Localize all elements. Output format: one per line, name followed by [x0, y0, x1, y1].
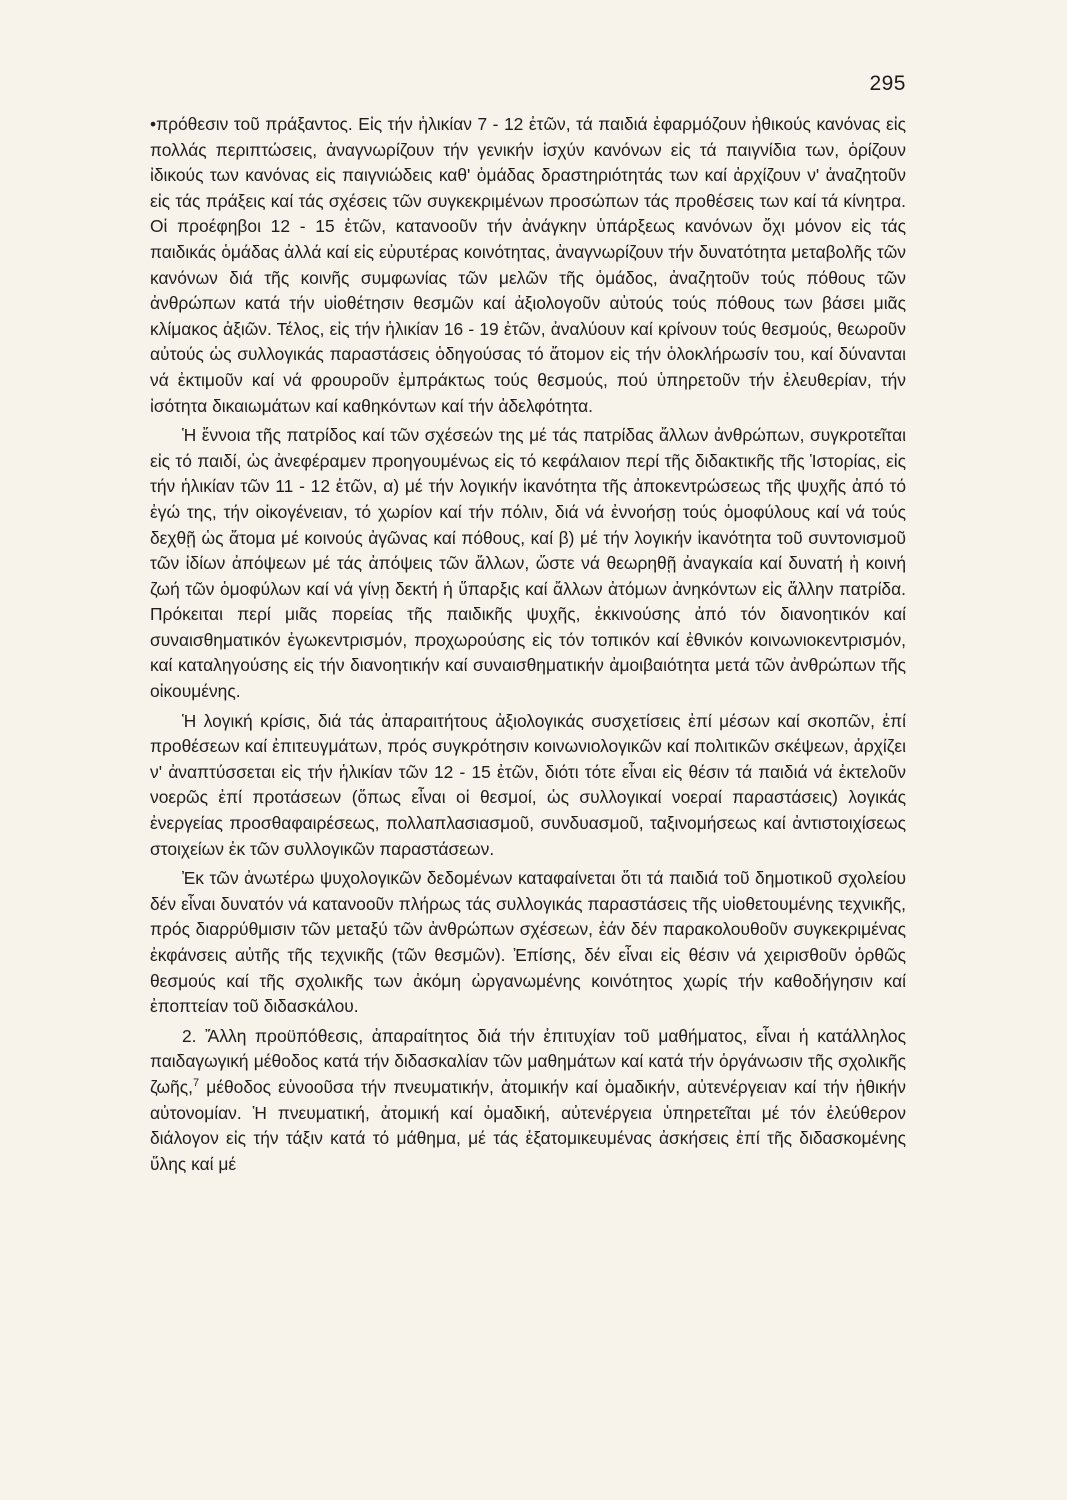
paragraph-text-after-note: μέθοδος εὐνοοῦσα τήν πνευματικήν, ἀτομικήν καί ὁμαδικήν, αὐτενέργειαν καί τήν ἠθικήν αὐτονομίαν. Ἡ πνευματική, ἀτομική καί ὁμαδική, αὐτενέργεια ὑπηρετεῖται μέ τόν ἐλεύθερον διάλογον εἰς τήν τάξιν κατά τό μάθημα, μέ τάς ἐξατομικευμένας ἀσκήσεις ἐπί τῆς διδασκομένης ὕλης καί μέ [150, 1076, 906, 1174]
page-number: 295 [869, 72, 906, 95]
paragraph-second-prerequisite [150, 1024, 906, 1178]
paragraph-psychological-data: Ἐκ τῶν ἀνωτέρω ψυχολογικῶν δεδομένων καταφαίνεται ὅτι τά παιδιά τοῦ δημοτικοῦ σχολείου δέν εἶναι δυνατόν νά κατανοοῦν πλήρως τάς συλλογικάς παραστάσεις τῆς υἱοθετουμένης τεχνικῆς, πρός διαρρύθμισιν τῶν μεταξύ τῶν ἀνθρώπων σχέσεων, ἐάν δέν παρακολουθοῦν συγκεκριμένας ἐκφάνσεις αὐτῆς τῆς τεχνικῆς (τῶν θεσμῶν). Ἐπίσης, δέν εἶναι εἰς θέσιν νά χειρισθοῦν ὀρθῶς θεσμούς καί τῆς σχολικῆς των ἀκόμη ὠργανωμένης κοινότητος χωρίς τήν καθοδήγησιν καί ἐποπτείαν τοῦ διδασκάλου. [150, 868, 906, 1017]
paragraph-text-before-note: 2. Ἄλλη προϋπόθεσις, ἀπαραίτητος διά τήν ἐπιτυχίαν τοῦ μαθήματος, εἶναι ἡ κατάλληλος παιδαγωγική μέθοδος κατά τήν διδασκαλίαν τῶν μαθημάτων καί κατά τήν ὀργάνωσιν τῆς σχολικῆς ζωῆς, [150, 1025, 906, 1097]
paragraph-concept-of-homeland: Ἡ ἔννοια τῆς πατρίδος καί τῶν σχέσεών της μέ τάς πατρίδας ἄλλων ἀνθρώπων, συγκροτεῖται εἰς τό παιδί, ὡς ἀνεφέραμεν προηγουμένως εἰς τό κεφάλαιον περί τῆς διδακτικῆς τῆς Ἱστορίας, εἰς τήν ἡλικίαν τῶν 11 - 12 ἐτῶν, α) μέ τήν λογικήν ἱκανότητα τῆς ἀποκεντρώσεως τῆς ψυχῆς ἀπό τό ἐγώ της, τήν οἰκογένειαν, τό χωρίον καί τήν πόλιν, διά νά ἐννοήσῃ τούς ὁμοφύλους καί νά τούς δεχθῇ ὡς ἄτομα μέ κοινούς ἀγῶνας καί πόθους, καί β) μέ τήν λογικήν ἱκανότητα τοῦ συντονισμοῦ τῶν ἰδίων ἀπόψεων μέ τάς ἀπόψεις τῶν ἄλλων, ὥστε νά θεωρηθῇ ἀναγκαία καί δυνατή ἡ κοινή ζωή τῶν ὁμοφύλων καί νά γίνῃ δεκτή ἡ ὕπαρξις καί ἄλλων ἀτόμων ἀνηκόντων εἰς ἄλλην πατρίδα. Πρόκειται περί μιᾶς πορείας τῆς παιδικῆς ψυχῆς, ἐκκινούσης ἀπό τόν διανοητικόν καί συναισθηματικόν ἐγωκεντρισμόν, προχωρούσης εἰς τόν τοπικόν καί ἐθνικόν κοινωνιοκεντρισμόν, καί καταληγούσης εἰς τήν διανοητικήν καί συναισθηματικήν ἀμοιβαιότητα μετά τῶν ἀνθρώπων τῆς οἰκουμένης. [150, 425, 906, 702]
paragraph-logical-judgment: Ἡ λογική κρίσις, διά τάς ἀπαραιτήτους ἀξιολογικάς συσχετίσεις ἐπί μέσων καί σκοπῶν, ἐπί προθέσεων καί ἐπιτευγμάτων, πρός συγκρότησιν κοινωνιολογικῶν καί πολιτικῶν σκέψεων, ἀρχίζει ν' ἀναπτύσσεται εἰς τήν ἡλικίαν τῶν 12 - 15 ἐτῶν, διότι τότε εἶναι εἰς θέσιν τά παιδιά νά ἐκτελοῦν νοερῶς ἐπί προτάσεων (ὅπως εἶναι οἱ θεσμοί, ὡς συλλογικαί νοεραί παραστάσεις) λογικάς ἐνεργείας προσθαφαιρέσεως, πολλαπλασιασμοῦ, συνδυασμοῦ, ταξινομήσεως καί ἀντιστοιχίσεως στοιχείων ἐκ τῶν συλλογικῶν παραστάσεων. [150, 710, 906, 859]
paragraph-continuation: •πρόθεσιν τοῦ πράξαντος. Εἰς τήν ἡλικίαν 7 - 12 ἐτῶν, τά παιδιά ἐφαρμόζουν ἠθικούς κανόνας εἰς πολλάς περιπτώσεις, ἀναγνωρίζουν τήν γενικήν ἰσχύν κανόνων εἰς τά παιγνίδια των, ὁρίζουν ἰδικούς των κανόνας εἰς παιγνιώδεις καθ' ὁμάδας δραστηριότητάς των καί ἀρχίζουν ν' ἀναζητοῦν εἰς τάς πράξεις καί τάς σχέσεις τῶν συγκεκριμένων προσώπων τάς προθέσεις των καί τά κίνητρα. Οἱ προέφηβοι 12 - 15 ἐτῶν, κατανοοῦν τήν ἀνάγκην ὑπάρξεως κανόνων ὄχι μόνον εἰς τάς παιδικάς ὁμάδας ἀλλά καί εἰς εὐρυτέρας κοινότητας, ἀναγνωρίζουν τήν δυνατότητα μεταβολῆς τῶν κανόνων διά τῆς κοινῆς συμφωνίας τῶν μελῶν τῆς ὁμάδος, ἀναζητοῦν τούς πόθους τῶν ἀνθρώπων κατά τήν υἱοθέτησιν θεσμῶν καί ἀξιολογοῦν αὐτούς τούς πόθους των βάσει μιᾶς κλίμακος ἀξιῶν. Τέλος, εἰς τήν ἡλικίαν 16 - 19 ἐτῶν, ἀναλύουν καί κρίνουν τούς θεσμούς, θεωροῦν αὐτούς ὡς συλλογικάς παραστάσεις ὁδηγούσας τό ἄτομον εἰς τήν ὁλοκλήρωσίν του, καί δύνανται νά ἐκτιμοῦν καί νά φρουροῦν ἐμπράκτως τούς θεσμούς, πού ὑπηρετοῦν τήν ἐλευθερίαν, τήν ἰσότητα δικαιωμάτων καί καθηκόντων καί τήν ἀδελφότητα. [150, 114, 906, 416]
footnote-reference: 7 [192, 1077, 200, 1090]
body-text [150, 112, 906, 1181]
